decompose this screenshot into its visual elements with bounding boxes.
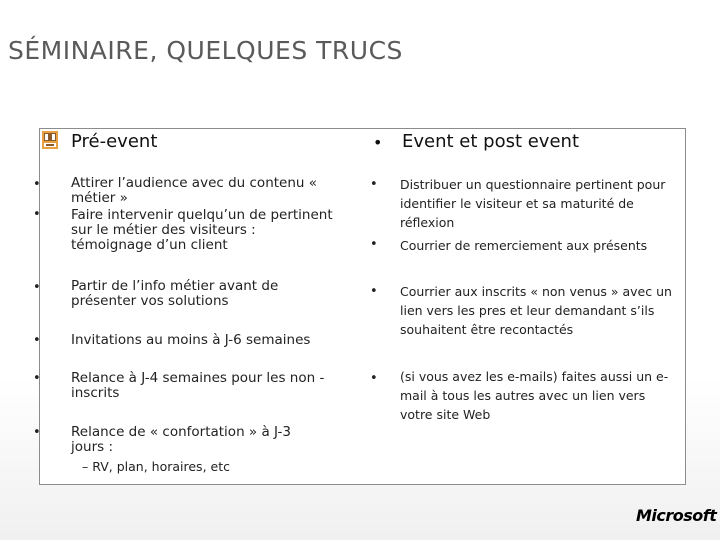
list-item: Courrier aux inscrits « non venus » avec un lien vers les pres et leur demandant s’ils souhaitent être recontactés [400,284,672,337]
list-item: Distribuer un questionnaire pertinent pour identifier le visiteur et sa maturité de réflexion [400,177,666,230]
list-item: Relance de « confortation » à J-3 jours : [71,424,291,455]
bullet-glyph: • [370,177,378,192]
bullet-glyph: • [370,371,378,386]
bullet-glyph: • [33,177,41,192]
list-item: (si vous avez les e-mails) faites aussi un e-mail à tous les autres avec un lien vers votre site Web [400,369,669,422]
bullet-glyph: • [33,425,41,440]
bullet-glyph: • [370,284,378,299]
list-item: Courrier de remerciement aux présents [400,238,648,253]
heading-bullet-glyph: • [373,133,383,152]
pre-event-heading: Pré-event [71,131,158,152]
bullet-glyph: • [33,207,41,222]
content-box [33,128,686,485]
post-event-heading: Event et post event [402,131,580,152]
book-logo-icon [42,131,58,149]
list-item: Relance à J-4 semaines pour les non - inscrits [71,370,325,401]
bullet-glyph: • [33,371,41,386]
microsoft-logo: Microsoft [636,506,717,525]
list-item: Faire intervenir quelqu’un de pertinent sur le métier des visiteurs : témoignage d’un client [71,207,333,253]
list-item: Partir de l’info métier avant de présenter vos solutions [71,278,279,309]
list-item: Attirer l’audience avec du contenu « métier » [71,175,318,206]
slide-title: SÉMINAIRE, QUELQUES TRUCS [8,36,403,65]
bullet-glyph: • [33,333,41,348]
bullet-glyph: • [370,237,378,252]
sub-list-item: – RV, plan, horaires, etc [82,459,230,474]
list-item: Invitations au moins à J-6 semaines [71,332,311,348]
bullet-glyph: • [33,280,41,295]
